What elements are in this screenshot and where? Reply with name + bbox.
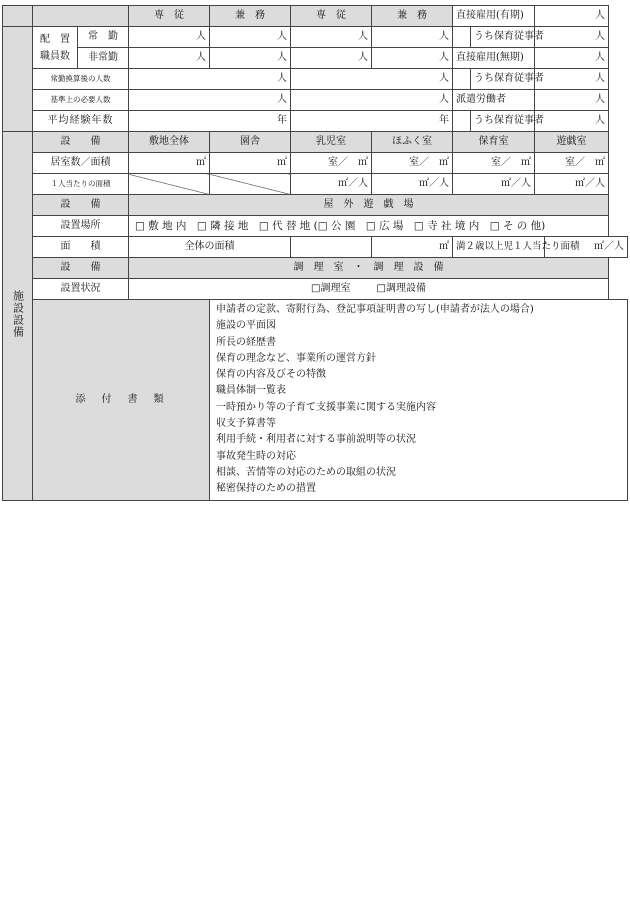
parttime-value-1[interactable]: 人 — [129, 48, 210, 69]
fulltime-value-2[interactable]: 人 — [210, 27, 291, 48]
attachments-list — [210, 300, 628, 501]
of-which-nursery-label-1: うち保育従事者 — [471, 27, 535, 48]
facility-row-per-person — [3, 174, 628, 195]
area-label: 面 積 — [33, 237, 129, 258]
facility-side-text: 施設設備 — [11, 289, 25, 338]
direct-indefinite-label: 直接雇用(無期) — [453, 48, 535, 69]
room-header-site: 敷地全体 — [129, 132, 210, 153]
room-header-crawling: ほふく室 — [372, 132, 453, 153]
room-header-nursery: 保育室 — [453, 132, 535, 153]
converted-value-2[interactable]: 人 — [291, 69, 453, 90]
fulltime-value-3[interactable]: 人 — [291, 27, 372, 48]
corner-cell-2 — [33, 6, 129, 27]
group-label-line-2: 職員数 — [40, 50, 70, 62]
staff-row-parttime — [3, 48, 628, 69]
direct-indefinite-value[interactable]: 人 — [535, 48, 609, 69]
nursery-rooms-value[interactable]: 室／ ㎡ — [453, 153, 535, 174]
attachments-row — [3, 300, 628, 501]
group-label-line-1: 配 置 — [40, 33, 70, 45]
building-per-person-na — [210, 174, 291, 195]
total-area-value-a[interactable] — [291, 237, 372, 258]
parttime-label: 非常勤 — [78, 48, 129, 69]
building-area-value[interactable]: ㎡ — [210, 153, 291, 174]
play-per-person-value[interactable]: ㎡／人 — [535, 174, 609, 195]
staff-row-fulltime — [3, 27, 628, 48]
rooms-area-label: 居室数／面積 — [33, 153, 129, 174]
of-which-nursery-label-2: うち保育従事者 — [471, 69, 535, 90]
outdoor-header-row — [3, 195, 628, 216]
crawling-rooms-value[interactable]: 室／ ㎡ — [372, 153, 453, 174]
attachment-item: 収支予算書等 — [216, 418, 276, 430]
attachment-item: 申請者の定款、寄附行為、登記事項証明書の写し(申請者が法人の場合) — [216, 304, 534, 315]
required-value-2[interactable]: 人 — [291, 90, 453, 111]
parttime-value-3[interactable]: 人 — [291, 48, 372, 69]
room-header-building: 園舎 — [210, 132, 291, 153]
staff-group-label — [33, 27, 78, 69]
staff-row-avg-years — [3, 111, 628, 132]
attachment-item: 施設の平面図 — [216, 320, 276, 332]
over2-area-value[interactable]: ㎡／人 — [545, 237, 628, 258]
site-per-person-na — [129, 174, 210, 195]
application-form — [2, 5, 628, 501]
staff-row-required — [3, 90, 628, 111]
indent-cell — [453, 27, 471, 48]
site-area-value[interactable]: ㎡ — [129, 153, 210, 174]
indent-cell — [453, 69, 471, 90]
fulltime-value-1[interactable]: 人 — [129, 27, 210, 48]
outdoor-location-row — [3, 216, 628, 237]
equipment-label-3: 設 備 — [33, 258, 129, 279]
infant-per-person-value[interactable]: ㎡／人 — [291, 174, 372, 195]
parttime-value-4[interactable]: 人 — [372, 48, 453, 69]
over2-area-label: 満２歳以上児１人当たり面積 — [453, 237, 545, 258]
required-value-1[interactable]: 人 — [129, 90, 291, 111]
outdoor-title: 屋 外 遊 戯 場 — [129, 195, 609, 216]
attachment-item: 所長の経歴書 — [216, 336, 276, 348]
attachment-item: 利用手続・利用者に対する事前説明等の状況 — [216, 434, 416, 446]
location-label: 設置場所 — [33, 216, 129, 237]
attachment-item: 相談、苦情等の対応のための取組の状況 — [216, 466, 396, 478]
facility-row-rooms-area — [3, 153, 628, 174]
avg-years-value-1[interactable]: 年 — [129, 111, 291, 132]
attachment-item: 保育の理念など、事業所の運営方針 — [216, 352, 376, 364]
of-which-nursery-label-3: うち保育従事者 — [471, 111, 535, 132]
total-area-label: 全体の面積 — [129, 237, 291, 258]
play-rooms-value[interactable]: 室／ ㎡ — [535, 153, 609, 174]
fulltime-label: 常 勤 — [78, 27, 129, 48]
of-which-nursery-value-1[interactable]: 人 — [535, 27, 609, 48]
attachment-item: 保育の内容及びその特徴 — [216, 369, 326, 381]
corner-cell — [3, 6, 33, 27]
required-label: 基準上の必要人数 — [33, 90, 129, 111]
attachments-label: 添 付 書 類 — [33, 300, 210, 501]
equipment-label-1: 設 備 — [33, 132, 129, 153]
avg-years-value-2[interactable]: 年 — [291, 111, 453, 132]
indent-cell — [453, 111, 471, 132]
status-label: 設置状況 — [33, 279, 129, 300]
converted-value-1[interactable]: 人 — [129, 69, 291, 90]
staff-side-cell — [3, 27, 33, 132]
parttime-value-2[interactable]: 人 — [210, 48, 291, 69]
staff-header-row — [3, 6, 628, 27]
facility-header-row — [3, 132, 628, 153]
attachment-item: 秘密保持のための措置 — [216, 483, 316, 495]
kitchen-status-row — [3, 279, 628, 300]
col-concurrent-1: 兼 務 — [210, 6, 291, 27]
staff-row-converted — [3, 69, 628, 90]
kitchen-options — [129, 279, 609, 300]
total-area-value[interactable]: ㎡ — [372, 237, 453, 258]
of-which-nursery-value-2[interactable]: 人 — [535, 69, 609, 90]
attachment-item: 一時預かり等の子育て支援事業に関する実施内容 — [216, 401, 436, 413]
converted-label: 常勤換算後の人数 — [33, 69, 129, 90]
outdoor-area-row — [3, 237, 628, 258]
dispatch-value[interactable]: 人 — [535, 90, 609, 111]
infant-rooms-value[interactable]: 室／ ㎡ — [291, 153, 372, 174]
col-fulltime-2: 専 従 — [291, 6, 372, 27]
kitchen-title: 調 理 室 ・ 調 理 設 備 — [129, 258, 609, 279]
col-concurrent-2: 兼 務 — [372, 6, 453, 27]
avg-years-label: 平均経験年数 — [33, 111, 129, 132]
fulltime-value-4[interactable]: 人 — [372, 27, 453, 48]
dispatch-label: 派遣労働者 — [453, 90, 535, 111]
room-header-play: 遊戯室 — [535, 132, 609, 153]
equipment-label-2: 設 備 — [33, 195, 129, 216]
attachment-item: 職員体制一覧表 — [216, 385, 286, 397]
direct-fixed-label: 直接雇用(有期) — [453, 6, 535, 27]
nursery-per-person-value[interactable]: ㎡／人 — [453, 174, 535, 195]
crawling-per-person-value[interactable]: ㎡／人 — [372, 174, 453, 195]
kitchen-checkbox[interactable]: □調理室 — [311, 283, 351, 294]
location-options[interactable]: □ 敷 地 内 □ 隣 接 地 □ 代 替 地 (□ 公 園 □ 広 場 □ 寺 社 境 内 □ そ の 他) — [129, 216, 609, 237]
per-person-label: １人当たりの面積 — [33, 174, 129, 195]
facility-side-label — [3, 132, 33, 501]
col-fulltime-1: 専 従 — [129, 6, 210, 27]
of-which-nursery-value-3[interactable]: 人 — [535, 111, 609, 132]
attachment-item: 事故発生時の対応 — [216, 450, 296, 462]
direct-fixed-value[interactable]: 人 — [535, 6, 609, 27]
room-header-infant: 乳児室 — [291, 132, 372, 153]
kitchen-equipment-checkbox[interactable]: □調理設備 — [376, 283, 426, 294]
kitchen-header-row — [3, 258, 628, 279]
